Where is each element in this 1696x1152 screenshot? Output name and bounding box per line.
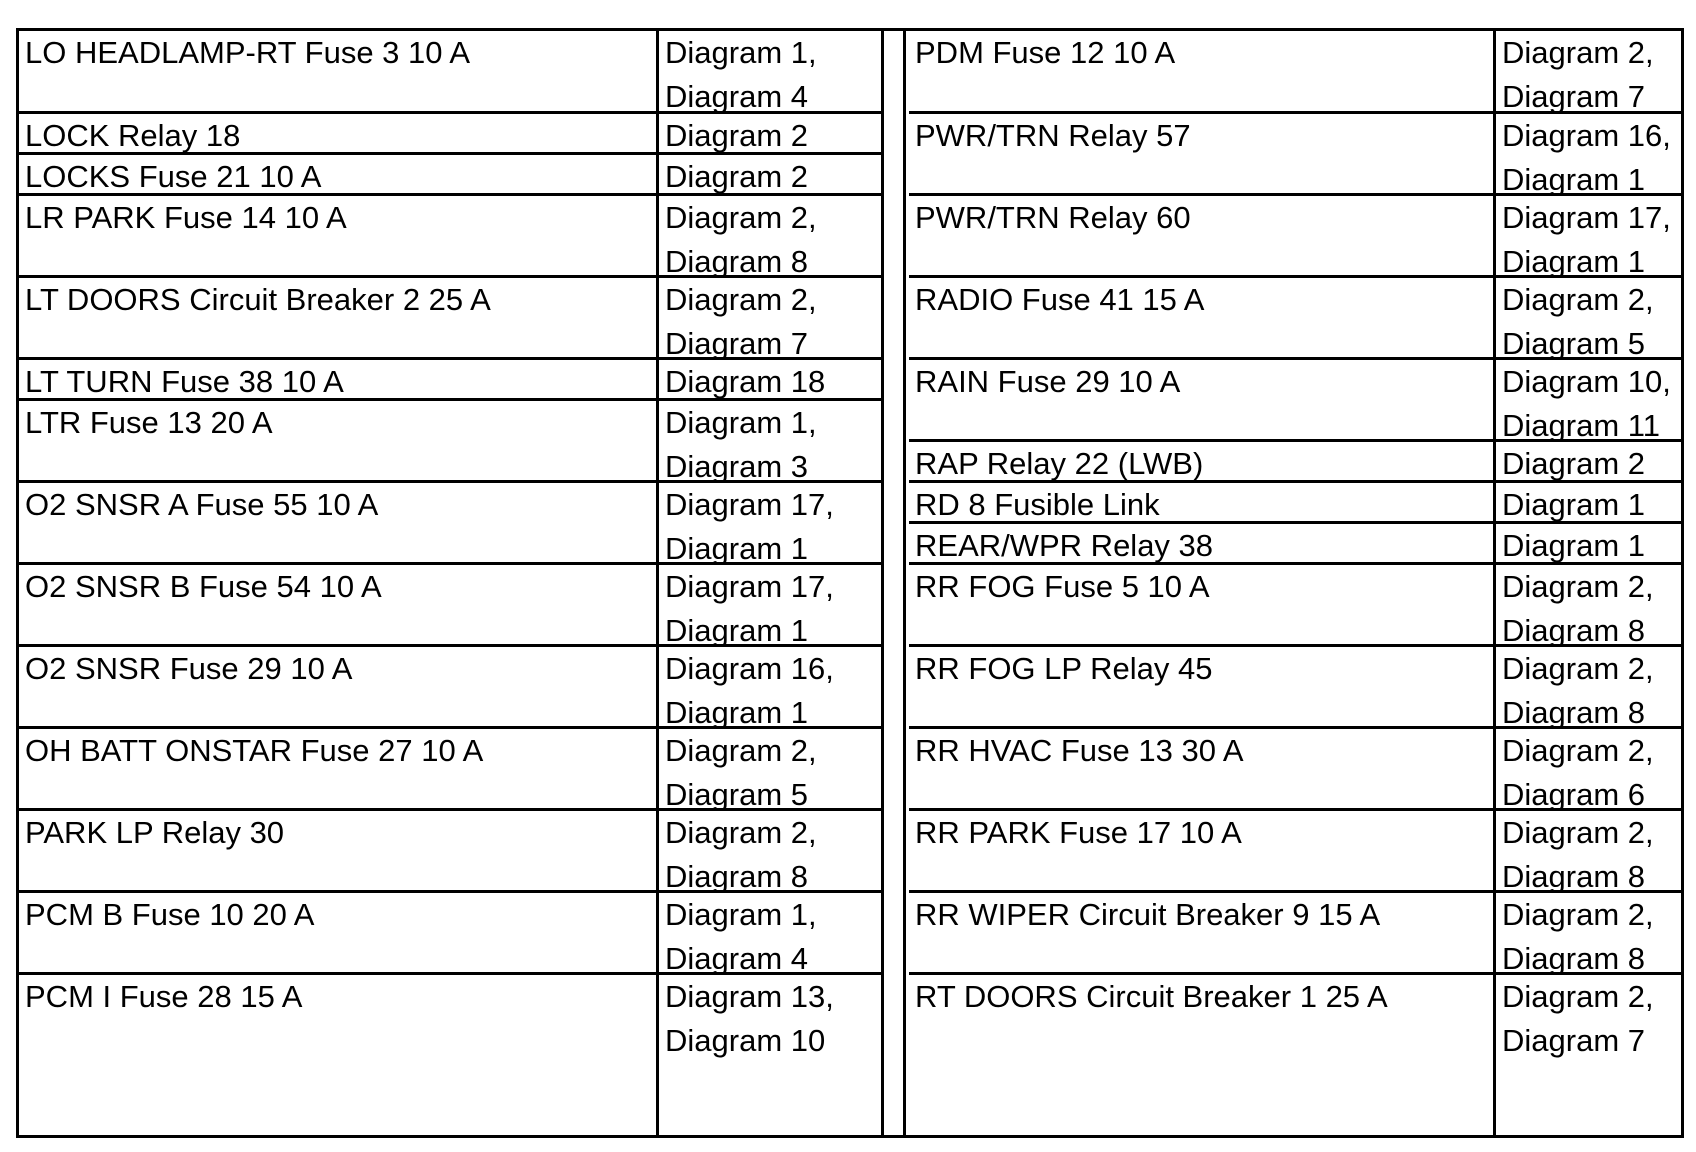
component-name: LT DOORS Circuit Breaker 2 25 A [19,278,659,360]
diagram-reference: Diagram 2, Diagram 6 [1502,733,1654,811]
component-name: RR FOG LP Relay 45 [909,647,1496,729]
diagram-reference: Diagram 1, Diagram 3 [665,405,817,483]
diagram-reference: Diagram 16, Diagram 1 [665,651,834,729]
table-row [19,31,881,117]
component-name: PDM Fuse 12 10 A [909,31,1496,117]
component-name: RD 8 Fusible Link [909,483,1496,524]
diagram-reference: Diagram 10, Diagram 11 [1502,364,1671,442]
diagram-reference: Diagram 16, Diagram 1 [1502,118,1671,196]
diagram-reference: Diagram 1, Diagram 4 [665,35,817,114]
component-name: RT DOORS Circuit Breaker 1 25 A [909,975,1496,1138]
component-name: LO HEADLAMP-RT Fuse 3 10 A [19,31,659,117]
table-row [909,111,1684,196]
table-row [19,152,881,196]
table-row [909,726,1684,811]
table-row [909,31,1684,117]
diagram-reference: Diagram 2, Diagram 5 [665,733,817,811]
table-row [19,972,881,1138]
component-name: PARK LP Relay 30 [19,811,659,893]
diagram-reference: Diagram 2, Diagram 7 [665,282,817,360]
diagram-reference: Diagram 18 [665,364,826,399]
table-row [19,644,881,729]
right-column [909,31,1684,1135]
diagram-reference: Diagram 1 [1502,487,1645,522]
component-name: RAP Relay 22 (LWB) [909,442,1496,483]
diagram-reference: Diagram 2 [1502,446,1645,481]
table-row [19,890,881,975]
diagram-reference: Diagram 13, Diagram 10 [665,979,834,1058]
table-row [909,275,1684,360]
diagram-reference: Diagram 2, Diagram 7 [1502,35,1654,114]
table-row [19,111,881,155]
component-name: PWR/TRN Relay 57 [909,114,1496,196]
diagram-reference: Diagram 2, Diagram 8 [1502,897,1654,975]
table-row [909,562,1684,647]
table-row [19,193,881,278]
diagram-reference: Diagram 2 [665,118,808,153]
diagram-reference: Diagram 2, Diagram 8 [1502,569,1654,647]
component-name: O2 SNSR B Fuse 54 10 A [19,565,659,647]
diagram-reference: Diagram 2 [665,159,808,194]
diagram-reference: Diagram 2, Diagram 8 [665,200,817,278]
component-name: RR WIPER Circuit Breaker 9 15 A [909,893,1496,975]
component-name: RR FOG Fuse 5 10 A [909,565,1496,647]
table-row [19,357,881,401]
column-gutter [881,31,906,1135]
component-name: LOCKS Fuse 21 10 A [19,155,659,196]
component-name: REAR/WPR Relay 38 [909,524,1496,565]
component-name: O2 SNSR Fuse 29 10 A [19,647,659,729]
diagram-reference: Diagram 1 [1502,528,1645,563]
component-name: RR HVAC Fuse 13 30 A [909,729,1496,811]
table-row [909,480,1684,524]
diagram-reference: Diagram 2, Diagram 8 [665,815,817,893]
table-row [19,398,881,483]
table-row [909,357,1684,442]
diagram-reference: Diagram 17, Diagram 1 [665,569,834,647]
diagram-reference: Diagram 2, Diagram 5 [1502,282,1654,360]
left-column [19,31,881,1135]
table-row [19,808,881,893]
component-name: PWR/TRN Relay 60 [909,196,1496,278]
table-row [19,275,881,360]
table-row [909,439,1684,483]
diagram-reference: Diagram 2, Diagram 8 [1502,651,1654,729]
component-name: LR PARK Fuse 14 10 A [19,196,659,278]
diagram-reference: Diagram 2, Diagram 7 [1502,979,1654,1058]
component-name: RADIO Fuse 41 15 A [909,278,1496,360]
diagram-reference: Diagram 17, Diagram 1 [1502,200,1671,278]
diagram-reference: Diagram 17, Diagram 1 [665,487,834,565]
table-row [19,726,881,811]
table-row [909,521,1684,565]
component-name: O2 SNSR A Fuse 55 10 A [19,483,659,565]
table-row [909,644,1684,729]
diagram-reference: Diagram 1, Diagram 4 [665,897,817,975]
table-row [909,890,1684,975]
component-name: LT TURN Fuse 38 10 A [19,360,659,401]
table-row [909,972,1684,1138]
component-name: LTR Fuse 13 20 A [19,401,659,483]
component-name: RR PARK Fuse 17 10 A [909,811,1496,893]
table-row [19,562,881,647]
component-name: OH BATT ONSTAR Fuse 27 10 A [19,729,659,811]
component-name: LOCK Relay 18 [19,114,659,155]
table-row [909,193,1684,278]
table-row [19,480,881,565]
component-name: PCM B Fuse 10 20 A [19,893,659,975]
component-name: PCM I Fuse 28 15 A [19,975,659,1138]
diagram-reference: Diagram 2, Diagram 8 [1502,815,1654,893]
table-row [909,808,1684,893]
component-name: RAIN Fuse 29 10 A [909,360,1496,442]
fuse-relay-index-table [16,28,1684,1138]
